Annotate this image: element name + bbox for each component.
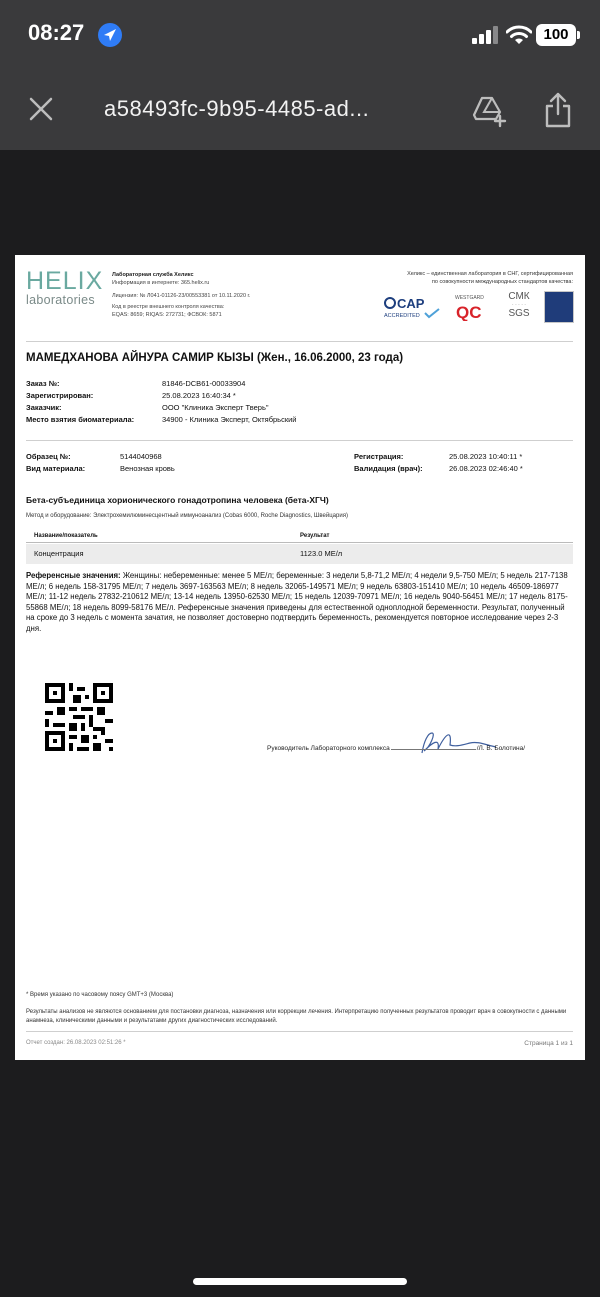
registration-value: 25.08.2023 10:40:11 * [449, 452, 523, 461]
helix-logo-sub: laboratories [26, 293, 95, 307]
signoff-role: Руководитель Лабораторного комплекса [267, 745, 390, 752]
battery-indicator: 100 [536, 24, 576, 46]
sample-id-label: Образец №: [26, 452, 71, 461]
helix-logo [26, 269, 106, 307]
reference-values-label: Референсные значения: [26, 571, 121, 580]
westgard-qc-logo [453, 293, 491, 321]
reference-values-text: Женщины: небеременные: менее 5 МЕ/л; беременные: 3 недели 5,8-71,2 МЕ/л; 4 недели 9,5-750 МЕ/л; 5 недель 217-7138 МЕ/л; 6 недель 158-31795 МЕ/л; 7 недель 3697-163563 МЕ/л; 8 недель 32065-149571 МЕ/л; 9 недель 63803-151410 МЕ/л; 10 недель 46509-186977 МЕ/л; 11-12 недель 27832-210612 МЕ/л; 13-14 недель 13950-62530 МЕ/л; 15 недель 12039-70971 МЕ/л; 16 недель 9040-56451 МЕ/л; 17 недель 8175-55868 МЕ/л; 18 недель 8099-58176 МЕ/л. Референсные значения приведены для естественной одноплодной беременности. Результат, полученный на сроке до 3 недель с момента зачатия, не позволяет достоверно подтвердить беременность, рекомендуется повторное исследование через 2-3 дня. [26, 571, 568, 633]
patient-name: МАМЕДХАНОВА АЙНУРА САМИР КЫЗЫ (Жен., 16.06.2000, 23 года) [26, 352, 404, 364]
qc-text: QC [456, 303, 482, 321]
lab-license: Лицензия: № Л041-01126-23/00553381 от 10.11.2020 г. [112, 293, 251, 299]
sgs-text: SGS [508, 308, 530, 319]
signoff-line [267, 745, 525, 752]
registration-label: Регистрация: [354, 452, 404, 461]
registered-row [26, 390, 426, 402]
order-number-label: Заказ №: [26, 379, 60, 388]
analyte-result: 1123.0 МЕ/л [300, 549, 343, 558]
cap-accredited-text: ACCREDITED [384, 313, 420, 319]
collection-site-value: 34900 - Клиника Эксперт, Октябрьский [162, 415, 297, 424]
registered-label: Зарегистрирован: [26, 391, 94, 400]
material-row [26, 463, 326, 475]
file-name-title: a58493fc-9b95-4485-ad... [104, 96, 370, 121]
certification-line-2: по совокупности международных стандартов качества: [431, 279, 573, 285]
signoff-name: /Л. В. Болотина/ [476, 745, 526, 752]
cellular-signal-icon [472, 26, 500, 44]
add-to-drive-button[interactable] [472, 94, 508, 128]
cap-text: CAP [397, 296, 425, 311]
registration-row [354, 451, 574, 463]
lab-name: Лабораторная служба Хеликс [112, 272, 194, 278]
customer-row [26, 402, 426, 414]
location-arrow-icon [98, 23, 122, 47]
cap-accredited-logo [383, 293, 441, 321]
share-button[interactable] [544, 92, 572, 128]
cmk-mark: · · · · · [512, 302, 526, 308]
registered-value: 25.08.2023 16:40:34 * [162, 391, 236, 400]
test-method: Метод и оборудование: Электрохемилюминесцентный иммуноанализ (Cobas 6000, Roche Diagnostics, Швейцария) [26, 513, 348, 519]
status-bar [0, 0, 600, 72]
report-created: Отчет создан: 26.08.2023 02:51:26 * [26, 1040, 126, 1046]
validation-label: Валидация (врач): [354, 464, 423, 473]
lab-website: Информация в интернете: 365.helix.ru [112, 280, 210, 286]
column-name-header: Название/показатель [34, 533, 98, 539]
close-button[interactable] [26, 94, 56, 124]
divider [26, 1031, 573, 1032]
reference-values [26, 571, 573, 634]
analyte-name: Концентрация [34, 549, 84, 558]
order-number-value: 81846-DCB61-00033904 [162, 379, 246, 388]
collection-site-label: Место взятия биоматериала: [26, 415, 135, 424]
material-value: Венозная кровь [120, 464, 175, 473]
divider [26, 341, 573, 342]
viewer-toolbar [0, 72, 600, 150]
pdf-page[interactable] [15, 255, 585, 1060]
cmk-sgs-logo [501, 291, 537, 327]
certification-badge-logo [544, 291, 574, 323]
signature-icon [410, 727, 500, 759]
status-time: 08:27 [28, 20, 85, 45]
certification-note [373, 270, 573, 286]
column-result-header: Результат [300, 533, 330, 539]
validation-value: 26.08.2023 02:46:40 * [449, 464, 523, 473]
lab-qc-codes: EQAS: 8659; RIQAS: 272731; ФСВОК: 5871 [112, 312, 222, 318]
home-indicator[interactable] [193, 1278, 407, 1285]
results-table-header [26, 531, 573, 543]
material-label: Вид материала: [26, 464, 86, 473]
westgard-text: WESTGARD [455, 295, 484, 301]
test-title: Бета-субъединица хорионического гонадотропина человека (бета-ХГЧ) [26, 495, 329, 505]
validation-row [354, 463, 574, 475]
cmk-text: СМК [508, 291, 530, 302]
sample-id-row [26, 451, 326, 463]
disclaimer: Результаты анализов не являются основанием для постановки диагноза, назначения или коррекции лечения. Интерпретацию полученных результатов проводит врач в совокупности с данными анамнеза, клиническими данными и результатами других диагностических исследований. [26, 1009, 567, 1024]
collection-site-row [26, 414, 426, 426]
close-icon [26, 94, 56, 124]
customer-label: Заказчик: [26, 403, 62, 412]
share-icon [544, 92, 572, 128]
order-number-row [26, 378, 426, 390]
certification-line-1: Хеликс – единственная лаборатория в СНГ, сертифицированная [407, 271, 573, 277]
timezone-note: * Время указано по часовому поясу GMT+3 (Москва) [26, 992, 174, 998]
page-number: Страница 1 из 1 [524, 1040, 573, 1047]
qr-code[interactable] [45, 683, 113, 751]
customer-value: ООО "Клиника Эксперт Тверь" [162, 403, 269, 412]
table-row [26, 544, 573, 564]
sample-id-value: 5144040968 [120, 452, 162, 461]
lab-qc-registry: Код в реестре внешнего контроля качества: [112, 304, 225, 310]
divider [26, 440, 573, 441]
drive-add-icon [472, 94, 508, 128]
helix-logo-word: HELIX [26, 267, 104, 295]
wifi-icon [506, 24, 532, 46]
lab-info [112, 271, 302, 319]
